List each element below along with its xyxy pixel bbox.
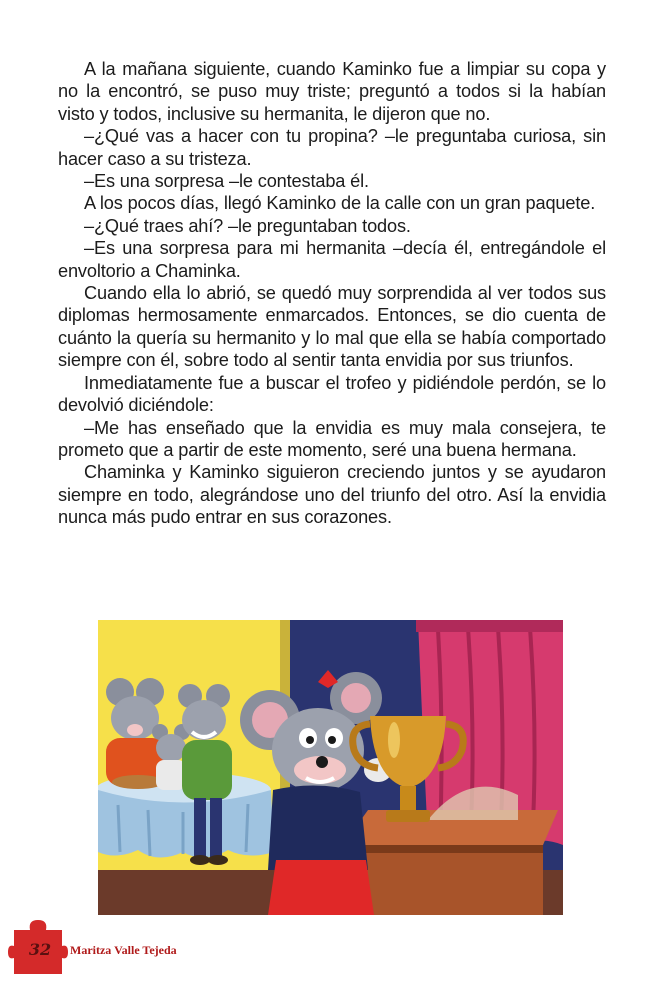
- paragraph: –Es una sorpresa para mi hermanita –decía él, entregándole el envoltorio a Chaminka.: [58, 238, 606, 281]
- paragraph: Cuando ella lo abrió, se quedó muy sorprendida al ver todos sus diplomas hermosamente enmarcados. Entonces, se dio cuenta de cuánto la quería su hermanito y lo mal que ella se había comportado siempre con él, sobre todo al sentir tanta envidia por sus triunfos.: [58, 283, 606, 371]
- paragraph: –Me has enseñado que la envidia es muy mala consejera, te prometo que a partir de este momento, seré una buena hermana.: [58, 417, 606, 460]
- story-illustration: [98, 620, 563, 915]
- paragraph: Inmediatamente fue a buscar el trofeo y pidiéndole perdón, se lo devolvió diciéndole:: [58, 372, 606, 416]
- paragraph: A los pocos días, llegó Kaminko de la calle con un gran paquete.: [84, 193, 596, 214]
- paragraph: –Es una sorpresa –le contestaba él.: [84, 171, 369, 192]
- paragraph: –¿Qué traes ahí? –le preguntaban todos.: [84, 215, 411, 236]
- page-number: 32: [28, 940, 52, 959]
- paragraph: A la mañana siguiente, cuando Kaminko fue a limpiar su copa y no la encontró, se puso muy triste; preguntó a todos si la habían visto y todos, inclusive su hermanita, le dijeron que no.: [58, 59, 606, 124]
- author-name: Maritza Valle Tejeda: [70, 943, 177, 957]
- paragraph: –¿Qué vas a hacer con tu propina? –le preguntaba curiosa, sin hacer caso a su tristeza.: [58, 126, 606, 169]
- paragraph: Chaminka y Kaminko siguieron creciendo juntos y se ayudaron siempre en todo, alegrándose uno del triunfo del otro. Así la envidia nunca más pudo entrar en sus corazones.: [58, 462, 606, 528]
- page-footer: [8, 918, 268, 978]
- story-text: [58, 58, 606, 529]
